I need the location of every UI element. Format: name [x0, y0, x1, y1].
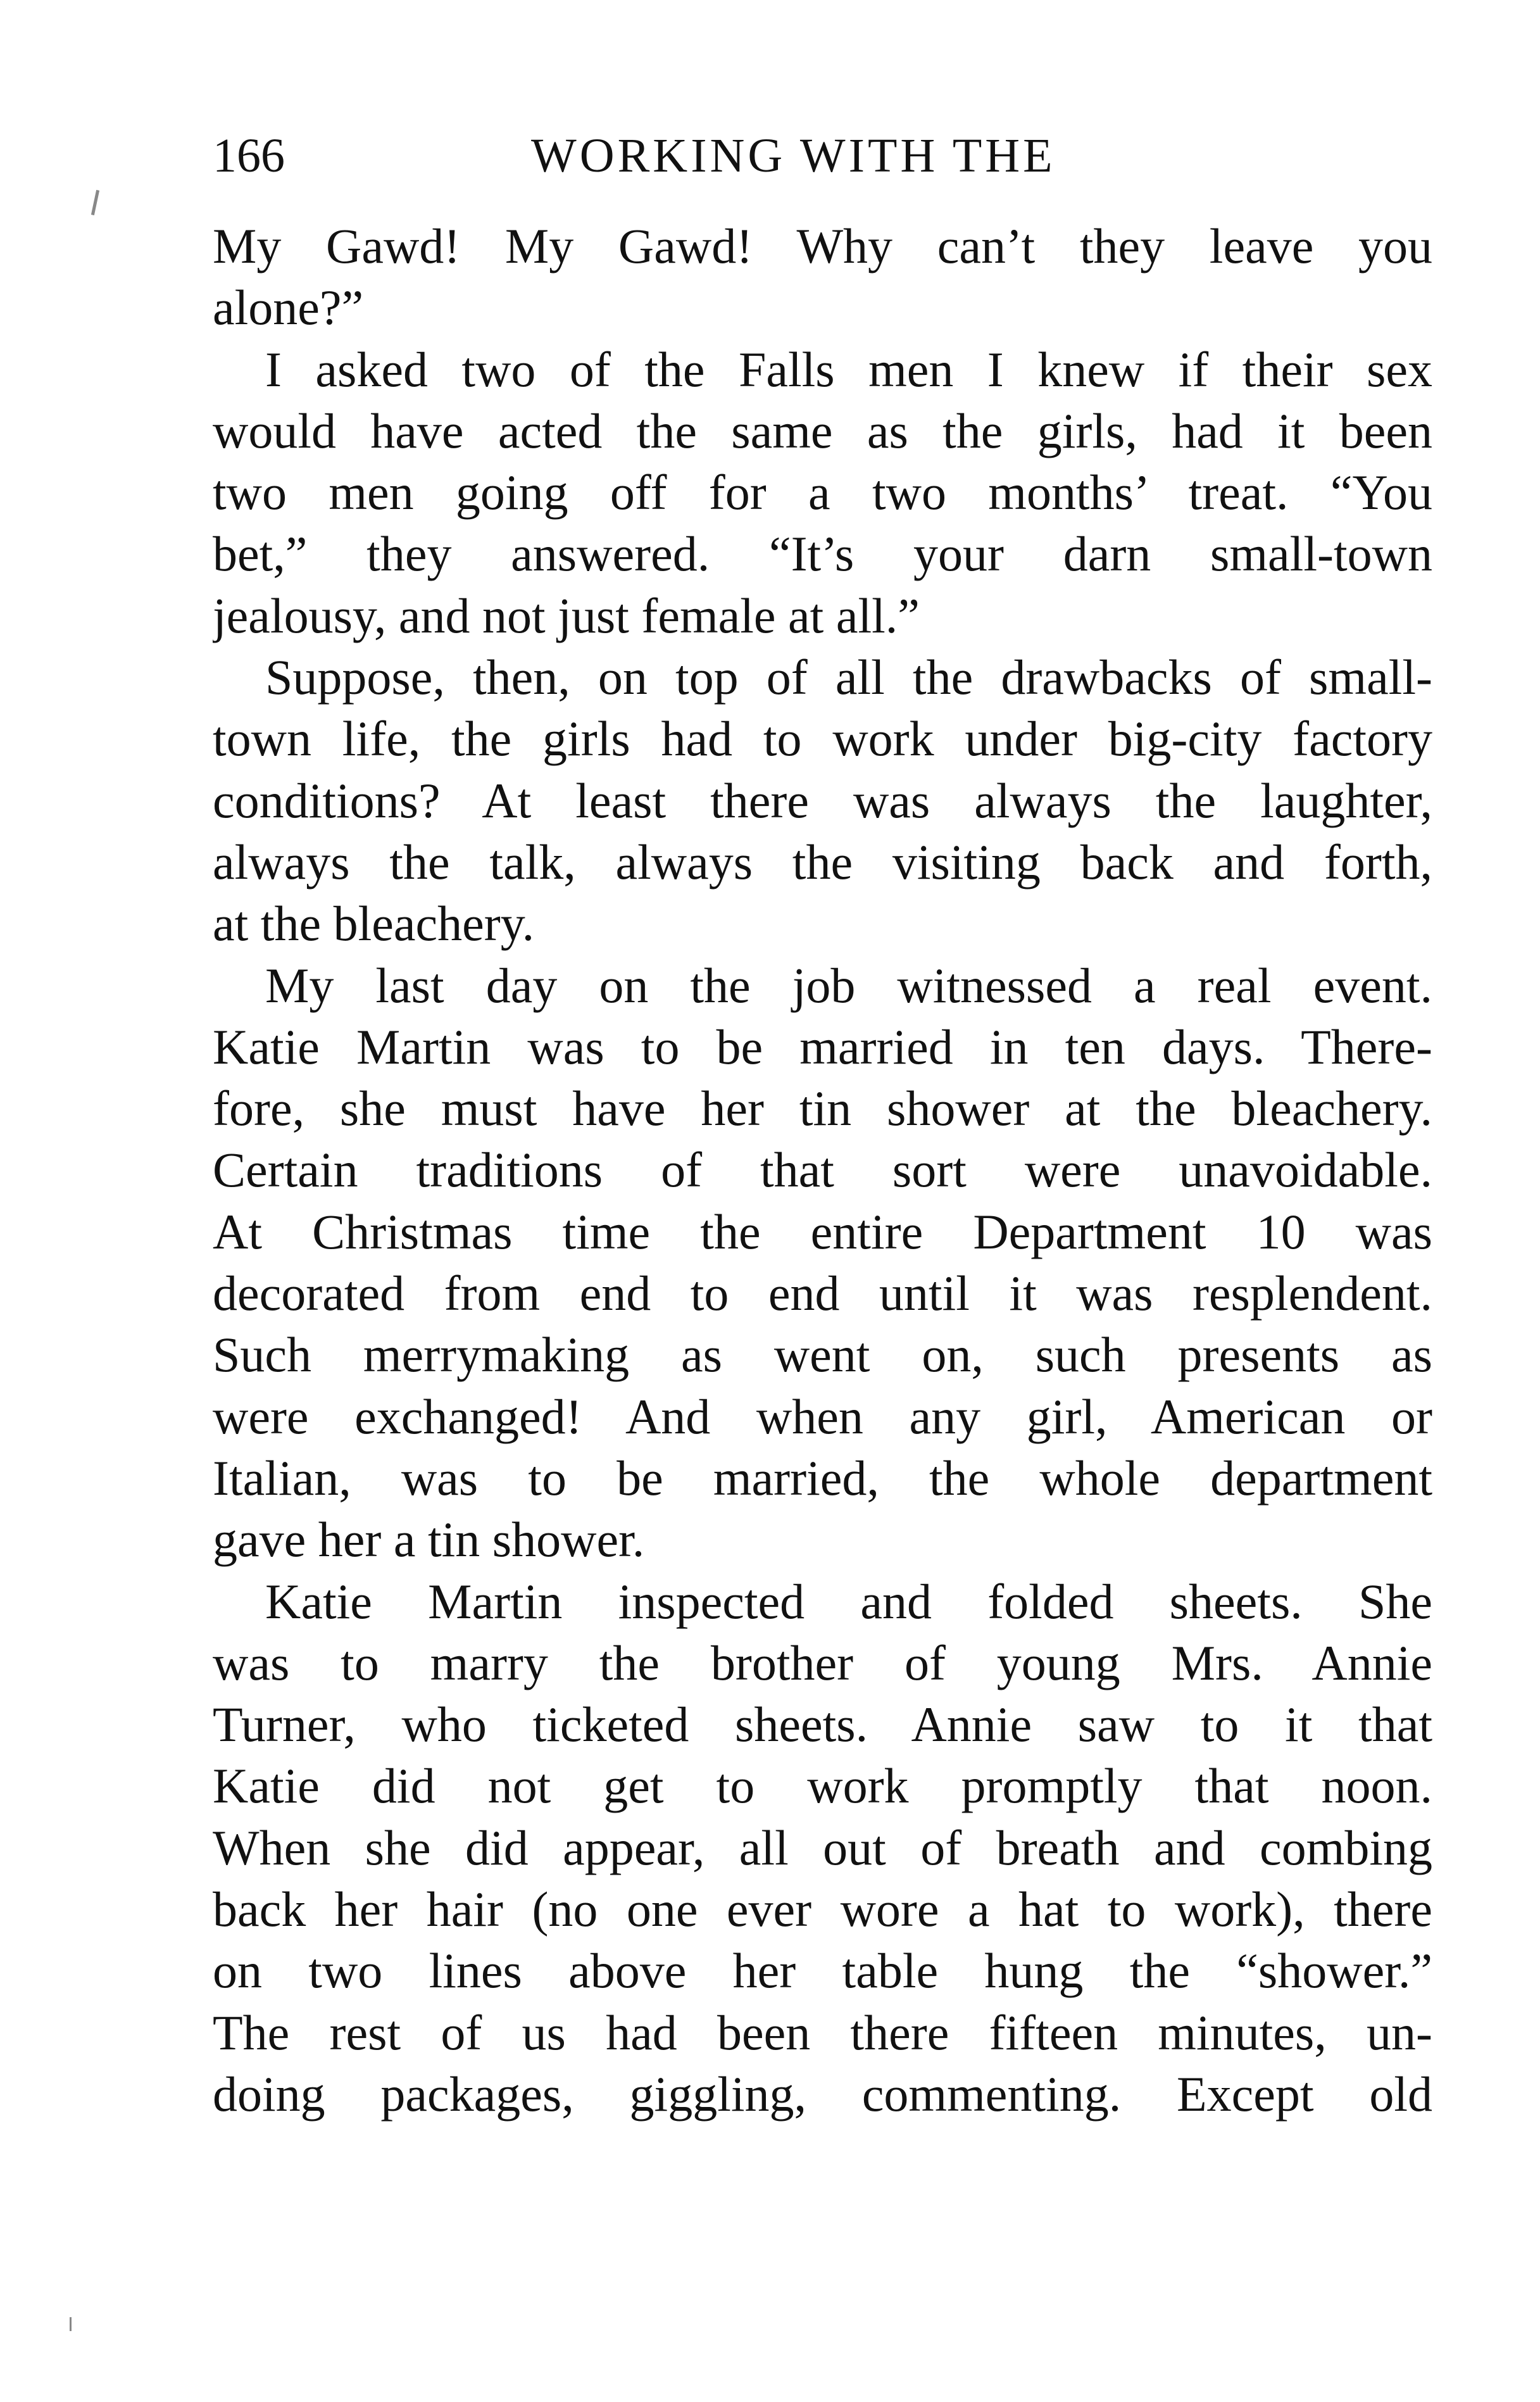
- text-line: The rest of us had been there fifteen minutes, un-: [213, 2004, 1432, 2060]
- text-line: Italian, was to be married, the whole department: [213, 1450, 1432, 1506]
- text-line: Katie Martin inspected and folded sheets. She: [265, 1573, 1432, 1629]
- text-line: Katie Martin was to be married in ten days. There-: [213, 1019, 1432, 1074]
- text-line: doing packages, giggling, commenting. Except old: [213, 2066, 1432, 2122]
- text-line: two men going off for a two months’ treat. “You: [213, 465, 1432, 520]
- text-line: I asked two of the Falls men I knew if their sex: [265, 341, 1432, 397]
- text-line: on two lines above her table hung the “shower.”: [213, 1943, 1432, 1999]
- text-line: fore, she must have her tin shower at the bleachery.: [213, 1081, 1432, 1136]
- page-number: 166: [213, 129, 285, 182]
- page-header: [213, 124, 1130, 187]
- text-line: alone?”: [213, 280, 364, 336]
- text-line: conditions? At least there was always the laughter,: [213, 772, 1432, 828]
- text-line: gave her a tin shower.: [213, 1512, 645, 1568]
- scan-speck: [91, 190, 99, 215]
- text-line: Turner, who ticketed sheets. Annie saw to it that: [213, 1697, 1432, 1752]
- text-line: Suppose, then, on top of all the drawbacks of small-: [265, 650, 1432, 705]
- body-text: [213, 215, 1432, 2125]
- text-line: Certain traditions of that sort were unavoidable.: [213, 1142, 1432, 1198]
- text-line: was to marry the brother of young Mrs. Annie: [213, 1635, 1432, 1690]
- text-line: My last day on the job witnessed a real event.: [265, 957, 1432, 1013]
- scan-speck: [70, 2317, 72, 2331]
- text-line: Such merrymaking as went on, such presents as: [213, 1327, 1432, 1383]
- text-line: back her hair (no one ever wore a hat to work), there: [213, 1882, 1432, 1937]
- text-line: When she did appear, all out of breath and combing: [213, 1820, 1432, 1875]
- text-line: at the bleachery.: [213, 896, 535, 952]
- text-line: always the talk, always the visiting back and forth,: [213, 834, 1432, 890]
- text-line: Katie did not get to work promptly that noon.: [213, 1758, 1432, 1814]
- text-line: My Gawd! My Gawd! Why can’t they leave you: [213, 218, 1432, 274]
- text-line: decorated from end to end until it was resplendent.: [213, 1266, 1432, 1321]
- text-line: were exchanged! And when any girl, American or: [213, 1388, 1432, 1444]
- text-line: would have acted the same as the girls, had it been: [213, 403, 1432, 458]
- text-line: jealousy, and not just female at all.”: [213, 588, 920, 643]
- text-line: town life, the girls had to work under big-city factory: [213, 711, 1432, 767]
- text-line: At Christmas time the entire Department 10 was: [213, 1204, 1432, 1259]
- text-line: bet,” they answered. “It’s your darn small-town: [213, 526, 1432, 582]
- running-head: WORKING WITH THE: [531, 129, 1056, 182]
